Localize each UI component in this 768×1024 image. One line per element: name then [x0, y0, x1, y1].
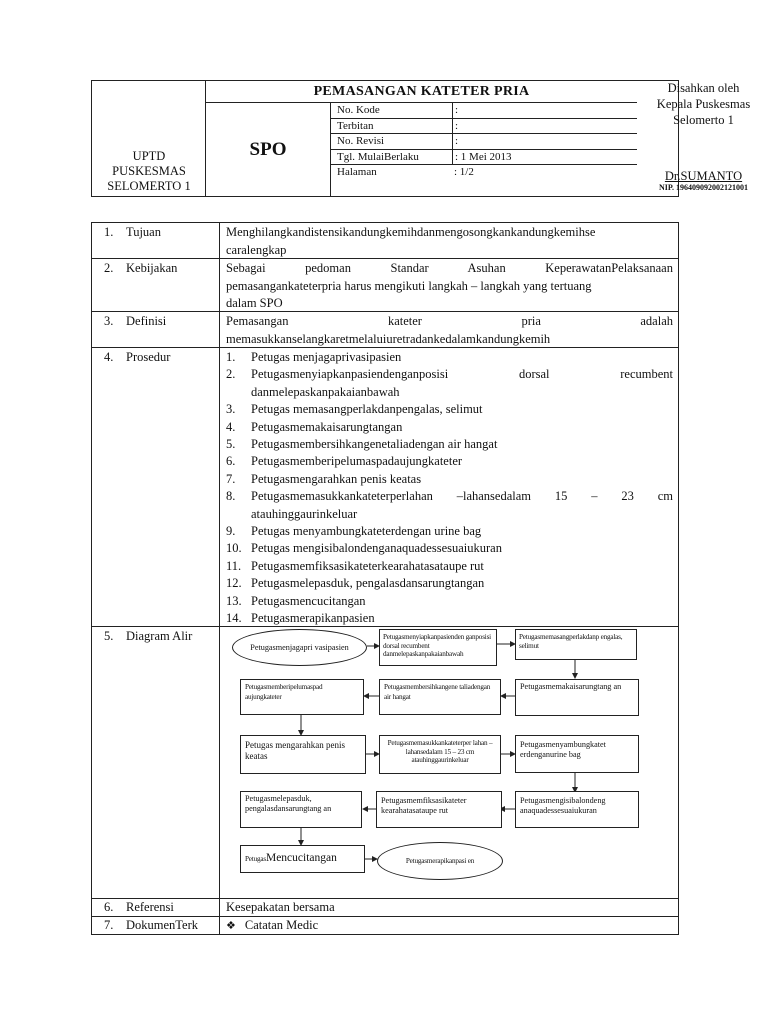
meta-row-tgl: Tgl. MulaiBerlaku : 1 Mei 2013 — [331, 150, 637, 166]
kebijakan-text: Sebagai pedoman Standar Asuhan KeperawatanPelaksanaan pemasangankateterpria harus mengikuti langkah – langkah yang tertuang dalam SPO — [226, 261, 673, 310]
row-prosedur: 4. Prosedur 1. Petugas menjagaprivasipasien 2. Petugasmenyiapkanpasiendenganposisi dorsal recumbent danmelepaskanpakaianbawah 3. Petugas memasangperlakdanpengalas, selimut 4. Petugasmemakaisarungtangan 5. Petugasmembersihkangenetaliadengan air hangat 6. Petugasmemberipelumaspadaujungkateter 7. Petugasmengarahkan penis keatas 8. Petugasmemasukkankateterperlahan –lahansedalam 15 – 23 cm atauhinggaurinkeluar 9. Petugas menyambungkateterdengan urine bag 10. Petugas mengisibalondenganaquadessesuaiukuran 11. Petugasmemfiksasikateterkearahatasataupe rut 12. Petugasmelepasduk, pengalasdansarungtangan 13. Petugasmencucitangan 14. Petugasmerapikanpasien — [92, 348, 678, 627]
flow-node-pelumas: Petugasmemberipelumaspad aujungkateter — [240, 679, 364, 715]
row-diagram: 5. Diagram Alir Petugasmenjagapri vasipasien Petugasmenyiapkanpasienden ganposisi dorsal recumbent danmelepaskanpakaianbawah Petugasmemasangperlakdanp engalas, selimut Petugasmemberipelumaspad aujungkateter Petugasmembersihkangene taliadengan air hangat Petugasmemakaisarungtang an Petugas mengarahkan penis keatas Petugasmemasukkankateterper lahan –lahansedalam 15 – 23 cm atauhinggaurinkeluar Petugasmenyambungkatet erdenganurine bag Petugasmelepasduk, pengalasdansarungtang an Petugasmemfiksasikateter kearahatasataupe rut Petugasmengisibalondeng anaquadessesuaiukuran PetugasMencucitangan Petugasmerapikanpasi en — [92, 627, 678, 899]
meta-row-terbitan: Terbitan : — [331, 119, 637, 135]
diamond-bullet-icon: ❖ — [226, 920, 236, 932]
procedure-list — [226, 349, 673, 628]
procedure-step: 3. Petugas memasangperlakdanpengalas, selimut — [226, 402, 483, 417]
approver-nip: NIP. 196409092002121001 — [658, 183, 749, 192]
procedure-step: 13. Petugasmencucitangan — [226, 593, 366, 608]
meta-row-kode: No. Kode : — [331, 103, 637, 119]
flow-node-urinebag: Petugasmenyambungkatet erdenganurine bag — [515, 735, 639, 773]
procedure-step: 8. Petugasmemasukkankateterperlahan –lahansedalam 15 – 23 cm atauhinggaurinkeluar — [226, 489, 673, 521]
definisi-text: Pemasangan kateter pria adalah memasukkanselangkaretmelaluiuretradankedalamkandungkemih — [226, 314, 673, 346]
flow-node-cucitangan: PetugasMencucitangan — [240, 845, 365, 873]
flow-node-posisi: Petugasmenyiapkanpasienden ganposisi dorsal recumbent danmelepaskanpakaianbawah — [379, 629, 497, 666]
flow-node-masukkan: Petugasmemasukkankateterper lahan –lahansedalam 15 – 23 cm atauhinggaurinkeluar — [379, 735, 501, 774]
org-name: UPTD PUSKESMAS SELOMERTO 1 — [107, 149, 191, 193]
referensi-text: Kesepakatan bersama — [226, 900, 335, 914]
tujuan-text: Menghilangkandistensikandungkemihdanmengosongkankandungkemihse caralengkap — [226, 225, 596, 257]
row-definisi: 3. Definisi Pemasangan kateter pria adalah memasukkanselangkaretmelaluiuretradankedalamkandungkemih — [92, 312, 678, 348]
flow-node-arahkan: Petugas mengarahkan penis keatas — [240, 735, 366, 774]
row-dokumen: 7. DokumenTerk ❖ Catatan Medic — [92, 917, 678, 935]
flow-node-sarungtangan: Petugasmemakaisarungtang an — [515, 679, 639, 716]
procedure-step: 7. Petugasmengarahkan penis keatas — [226, 471, 422, 486]
spo-label: SPO — [206, 103, 331, 196]
flow-node-genetalia: Petugasmembersihkangene taliadengan air hangat — [379, 679, 501, 715]
flow-node-fiksasi: Petugasmemfiksasikateter kearahatasataupe rut — [376, 791, 502, 828]
flow-node-privasi: Petugasmenjagapri vasipasien — [232, 629, 367, 666]
procedure-step: 6. Petugasmemberipelumaspadaujungkateter — [226, 454, 463, 469]
row-kebijakan: 2. Kebijakan Sebagai pedoman Standar Asuhan KeperawatanPelaksanaan pemasangankateterpria harus mengikuti langkah – langkah yang tertuang dalam SPO — [92, 259, 678, 312]
sop-header — [91, 80, 751, 197]
procedure-step: 2. Petugasmenyiapkanpasiendenganposisi dorsal recumbent danmelepaskanpakaianbawah — [226, 367, 673, 399]
document-title: PEMASANGAN KATETER PRIA — [206, 81, 637, 103]
approver-name: Dr.SUMANTO — [664, 169, 743, 183]
procedure-step: 1. Petugas menjagaprivasipasien — [226, 350, 402, 364]
row-referensi: 6. Referensi Kesepakatan bersama — [92, 899, 678, 917]
dokumen-text: ❖ Catatan Medic — [226, 918, 319, 932]
procedure-step: 5. Petugasmembersihkangenetaliadengan air hangat — [226, 437, 498, 452]
procedure-step: 12. Petugasmelepasduk, pengalasdansarungtangan — [226, 576, 485, 591]
flow-node-perlak: Petugasmemasangperlakdanp engalas, selimut — [515, 629, 637, 660]
flow-node-melepas: Petugasmelepasduk, pengalasdansarungtang an — [240, 791, 362, 828]
approval-cell: Disahkan oleh Kepala Puskesmas Selomerto 1 Dr.SUMANTO NIP. 196409092002121001 — [638, 81, 768, 196]
org-cell — [92, 81, 206, 196]
row-tujuan: 1. Tujuan Menghilangkandistensikandungkemihdanmengosongkankandungkemihse caralengkap — [92, 223, 678, 259]
sop-table — [91, 222, 679, 935]
procedure-step: 4. Petugasmemakaisarungtangan — [226, 419, 403, 434]
meta-row-revisi: No. Revisi : — [331, 134, 637, 150]
procedure-step: 14. Petugasmerapikanpasien — [226, 611, 375, 626]
procedure-step: 10. Petugas mengisibalondenganaquadessesuaiukuran — [226, 541, 502, 556]
flow-node-balon: Petugasmengisibalondeng anaquadessesuaiukuran — [515, 791, 639, 828]
meta-row-halaman: Halaman : 1/2 — [337, 166, 474, 178]
procedure-step: 9. Petugas menyambungkateterdengan urine bag — [226, 524, 482, 539]
flow-node-rapikan: Petugasmerapikanpasi en — [377, 842, 503, 880]
document-meta — [331, 103, 637, 196]
procedure-step: 11. Petugasmemfiksasikateterkearahatasataupe rut — [226, 558, 484, 573]
